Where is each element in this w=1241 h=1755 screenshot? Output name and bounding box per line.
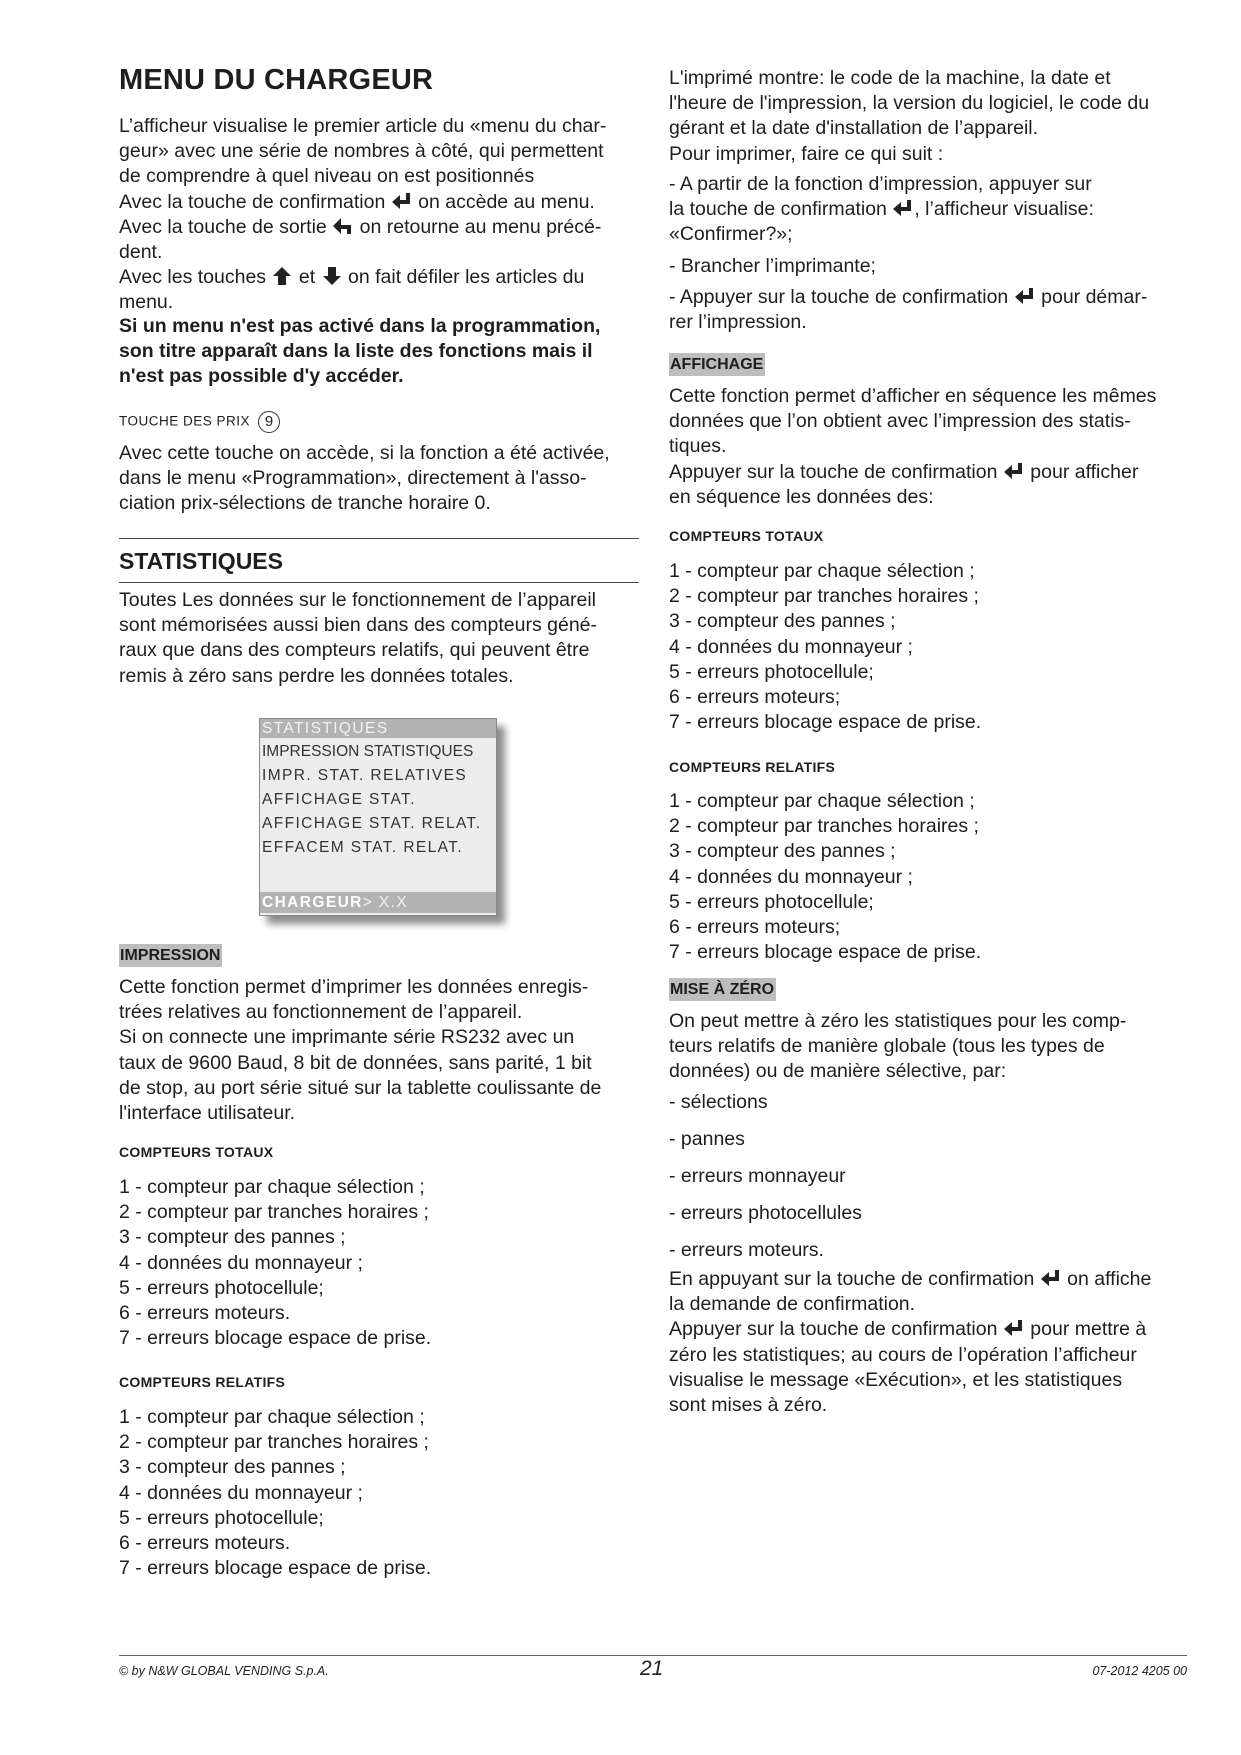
page-title: MENU DU CHARGEUR [119, 64, 434, 96]
bold-note: Si un menu n'est pas activé dans la programmation, son titre apparaît dans la liste des fonctions mais il n'est pas possible d'y accéder. [119, 315, 601, 388]
affichage-text: Cette fonction permet d’afficher en séquence les mêmes données que l’on obtient avec l’impression des statis- tiques. Appuyer sur la touche de confirmation pour afficher en séquence les données des: [669, 385, 1157, 508]
arrow-up-icon [271, 266, 293, 286]
relatifs-heading: COMPTEURS RELATIFS [119, 1374, 286, 1390]
list-item: 6 - erreurs moteurs; [669, 686, 841, 709]
list-item: 3 - compteur des pannes ; [669, 610, 896, 633]
arrows-line-cont: menu. [119, 291, 174, 314]
panel-item: IMPR. STAT. RELATIVES [262, 767, 468, 784]
arrow-down-icon [321, 266, 343, 286]
panel-footer: CHARGEUR> X.X [260, 892, 496, 913]
zero-confirm-text: En appuyant sur la touche de confirmation on affiche la demande de confirmation. Appuyer sur la touche de confirmation pour mettre à zéro les statistiques; au cours de l’opération l’afficheur visualise le message «Exécution», et les statistiques sont mises à zéro. [669, 1268, 1152, 1417]
list-item: 6 - erreurs moteurs. [119, 1302, 291, 1325]
list-item: 4 - données du monnayeur ; [119, 1481, 363, 1504]
display-panel [259, 718, 497, 916]
relatifs-heading: COMPTEURS RELATIFS [669, 759, 836, 775]
list-item: 2 - compteur par tranches horaires ; [669, 815, 979, 838]
list-item: 5 - erreurs photocellule; [669, 890, 874, 913]
impression-heading: IMPRESSION [119, 944, 222, 967]
print-step-1: - A partir de la fonction d’impression, appuyer sur la touche de confirmation , l’afficheur visualise: «Confirmer?»; [669, 173, 1094, 246]
list-item: 5 - erreurs photocellule; [669, 660, 874, 683]
list-item: 1 - compteur par chaque sélection ; [119, 1176, 425, 1198]
panel-item: IMPRESSION STATISTIQUES [262, 743, 474, 760]
list-item: 7 - erreurs blocage espace de prise. [669, 941, 982, 964]
enter-key-icon [1003, 461, 1025, 481]
list-item: 3 - compteur des pannes ; [669, 840, 896, 863]
section-divider-top [119, 538, 639, 539]
list-item: 2 - compteur par tranches horaires ; [119, 1431, 429, 1454]
relatifs-list [669, 789, 1189, 965]
intro-line: L’afficheur visualise le premier article du «menu du char- [119, 115, 607, 137]
zero-item: - erreurs moteurs. [669, 1239, 824, 1261]
totaux-list [669, 559, 1189, 735]
list-item: 6 - erreurs moteurs. [119, 1532, 291, 1555]
page-number: 21 [640, 1657, 664, 1680]
stats-text: Toutes Les données sur le fonctionnement de l’appareil sont mémorisées aussi bien dans des compteurs géné- raux que dans des compteurs relatifs, qui peuvent être remis à zéro sans perdre les données totales. [119, 589, 597, 687]
print-step-3: - Appuyer sur la touche de confirmation pour démar- rer l’impression. [669, 286, 1148, 334]
list-item: 4 - données du monnayeur ; [669, 635, 913, 658]
list-item: 4 - données du monnayeur ; [119, 1251, 363, 1274]
list-item: 4 - données du monnayeur ; [669, 865, 913, 888]
arrows-line: Avec les touches et on fait défiler les articles du [119, 266, 585, 289]
list-item: 6 - erreurs moteurs; [669, 916, 841, 939]
zero-item: - erreurs monnayeur [669, 1165, 846, 1187]
relatifs-list [119, 1405, 637, 1581]
list-item: 5 - erreurs photocellule; [119, 1506, 324, 1529]
list-item: 3 - compteur des pannes ; [119, 1226, 346, 1249]
affichage-heading: AFFICHAGE [669, 353, 765, 376]
enter-key-icon [1003, 1318, 1025, 1338]
panel-item: AFFICHAGE STAT. [262, 791, 416, 808]
document-code: 07-2012 4205 00 [1092, 1664, 1187, 1678]
list-item: 3 - compteur des pannes ; [119, 1456, 346, 1479]
panel-header: STATISTIQUES [260, 719, 496, 738]
list-item: 1 - compteur par chaque sélection ; [119, 1406, 425, 1428]
back-arrow-icon [332, 216, 354, 236]
list-item: 7 - erreurs blocage espace de prise. [669, 711, 982, 734]
impression-text: Cette fonction permet d’imprimer les données enregis- trées relatives au fonctionnement de l’appareil. Si on connecte une imprimante série RS232 avec un taux de 9600 Baud, 8 bit de données, sans parité, 1 bit de stop, au port série situé sur la tablette coulissante de l'interface utilisateur. [119, 976, 602, 1125]
panel-item: EFFACEM STAT. RELAT. [262, 839, 464, 856]
touche-prix-heading: TOUCHE DES PRIX 9 [119, 411, 280, 433]
exit-line: Avec la touche de sortie on retourne au menu précé- [119, 215, 602, 238]
totaux-heading: COMPTEURS TOTAUX [119, 1144, 274, 1160]
enter-key-icon [892, 198, 914, 218]
mise-a-zero-heading: MISE À ZÉRO [669, 978, 776, 1001]
enter-key-icon [1040, 1268, 1062, 1288]
stats-title: STATISTIQUES [119, 548, 283, 574]
exit-line-cont: dent. [119, 241, 163, 264]
totaux-list [119, 1175, 637, 1351]
list-item: 5 - erreurs photocellule; [119, 1276, 324, 1299]
key-9-icon: 9 [258, 411, 280, 433]
intro-paragraph [119, 114, 637, 316]
zero-item: - pannes [669, 1128, 745, 1150]
print-intro: L'imprimé montre: le code de la machine, la date et l'heure de l'impression, la version du logiciel, le code du gérant et la date d'installation de l’appareil. Pour imprimer, faire ce qui suit : [669, 67, 1150, 165]
list-item: 7 - erreurs blocage espace de prise. [119, 1557, 432, 1580]
print-step-2: - Brancher l’imprimante; [669, 255, 876, 277]
zero-item: - sélections [669, 1091, 768, 1113]
list-item: 1 - compteur par chaque sélection ; [669, 560, 975, 582]
list-item: 2 - compteur par tranches horaires ; [119, 1201, 429, 1224]
list-item: 2 - compteur par tranches horaires ; [669, 585, 979, 608]
totaux-heading: COMPTEURS TOTAUX [669, 528, 824, 544]
zero-text: On peut mettre à zéro les statistiques pour les comp- teurs relatifs de manière globale (tous les types de données) ou de manière sélective, par: [669, 1010, 1127, 1083]
zero-item: - erreurs photocellules [669, 1202, 862, 1224]
enter-key-icon [391, 191, 413, 211]
section-divider-bottom [119, 582, 639, 583]
footer-rule [119, 1655, 1187, 1656]
enter-key-icon [1014, 286, 1036, 306]
footer-copyright: © by N&W GLOBAL VENDING S.p.A. [119, 1664, 329, 1678]
intro-line: de comprendre à quel niveau on est positionnés [119, 165, 535, 188]
list-item: 7 - erreurs blocage espace de prise. [119, 1327, 432, 1350]
confirm-line: Avec la touche de confirmation on accède au menu. [119, 190, 595, 213]
touche-prix-text: Avec cette touche on accède, si la fonction a été activée, dans le menu «Programmation», directement à l'asso- ciation prix-sélections de tranche horaire 0. [119, 442, 610, 515]
intro-line: geur» avec une série de nombres à côté, qui permettent [119, 140, 604, 163]
list-item: 1 - compteur par chaque sélection ; [669, 790, 975, 812]
panel-item: AFFICHAGE STAT. RELAT. [262, 815, 482, 832]
